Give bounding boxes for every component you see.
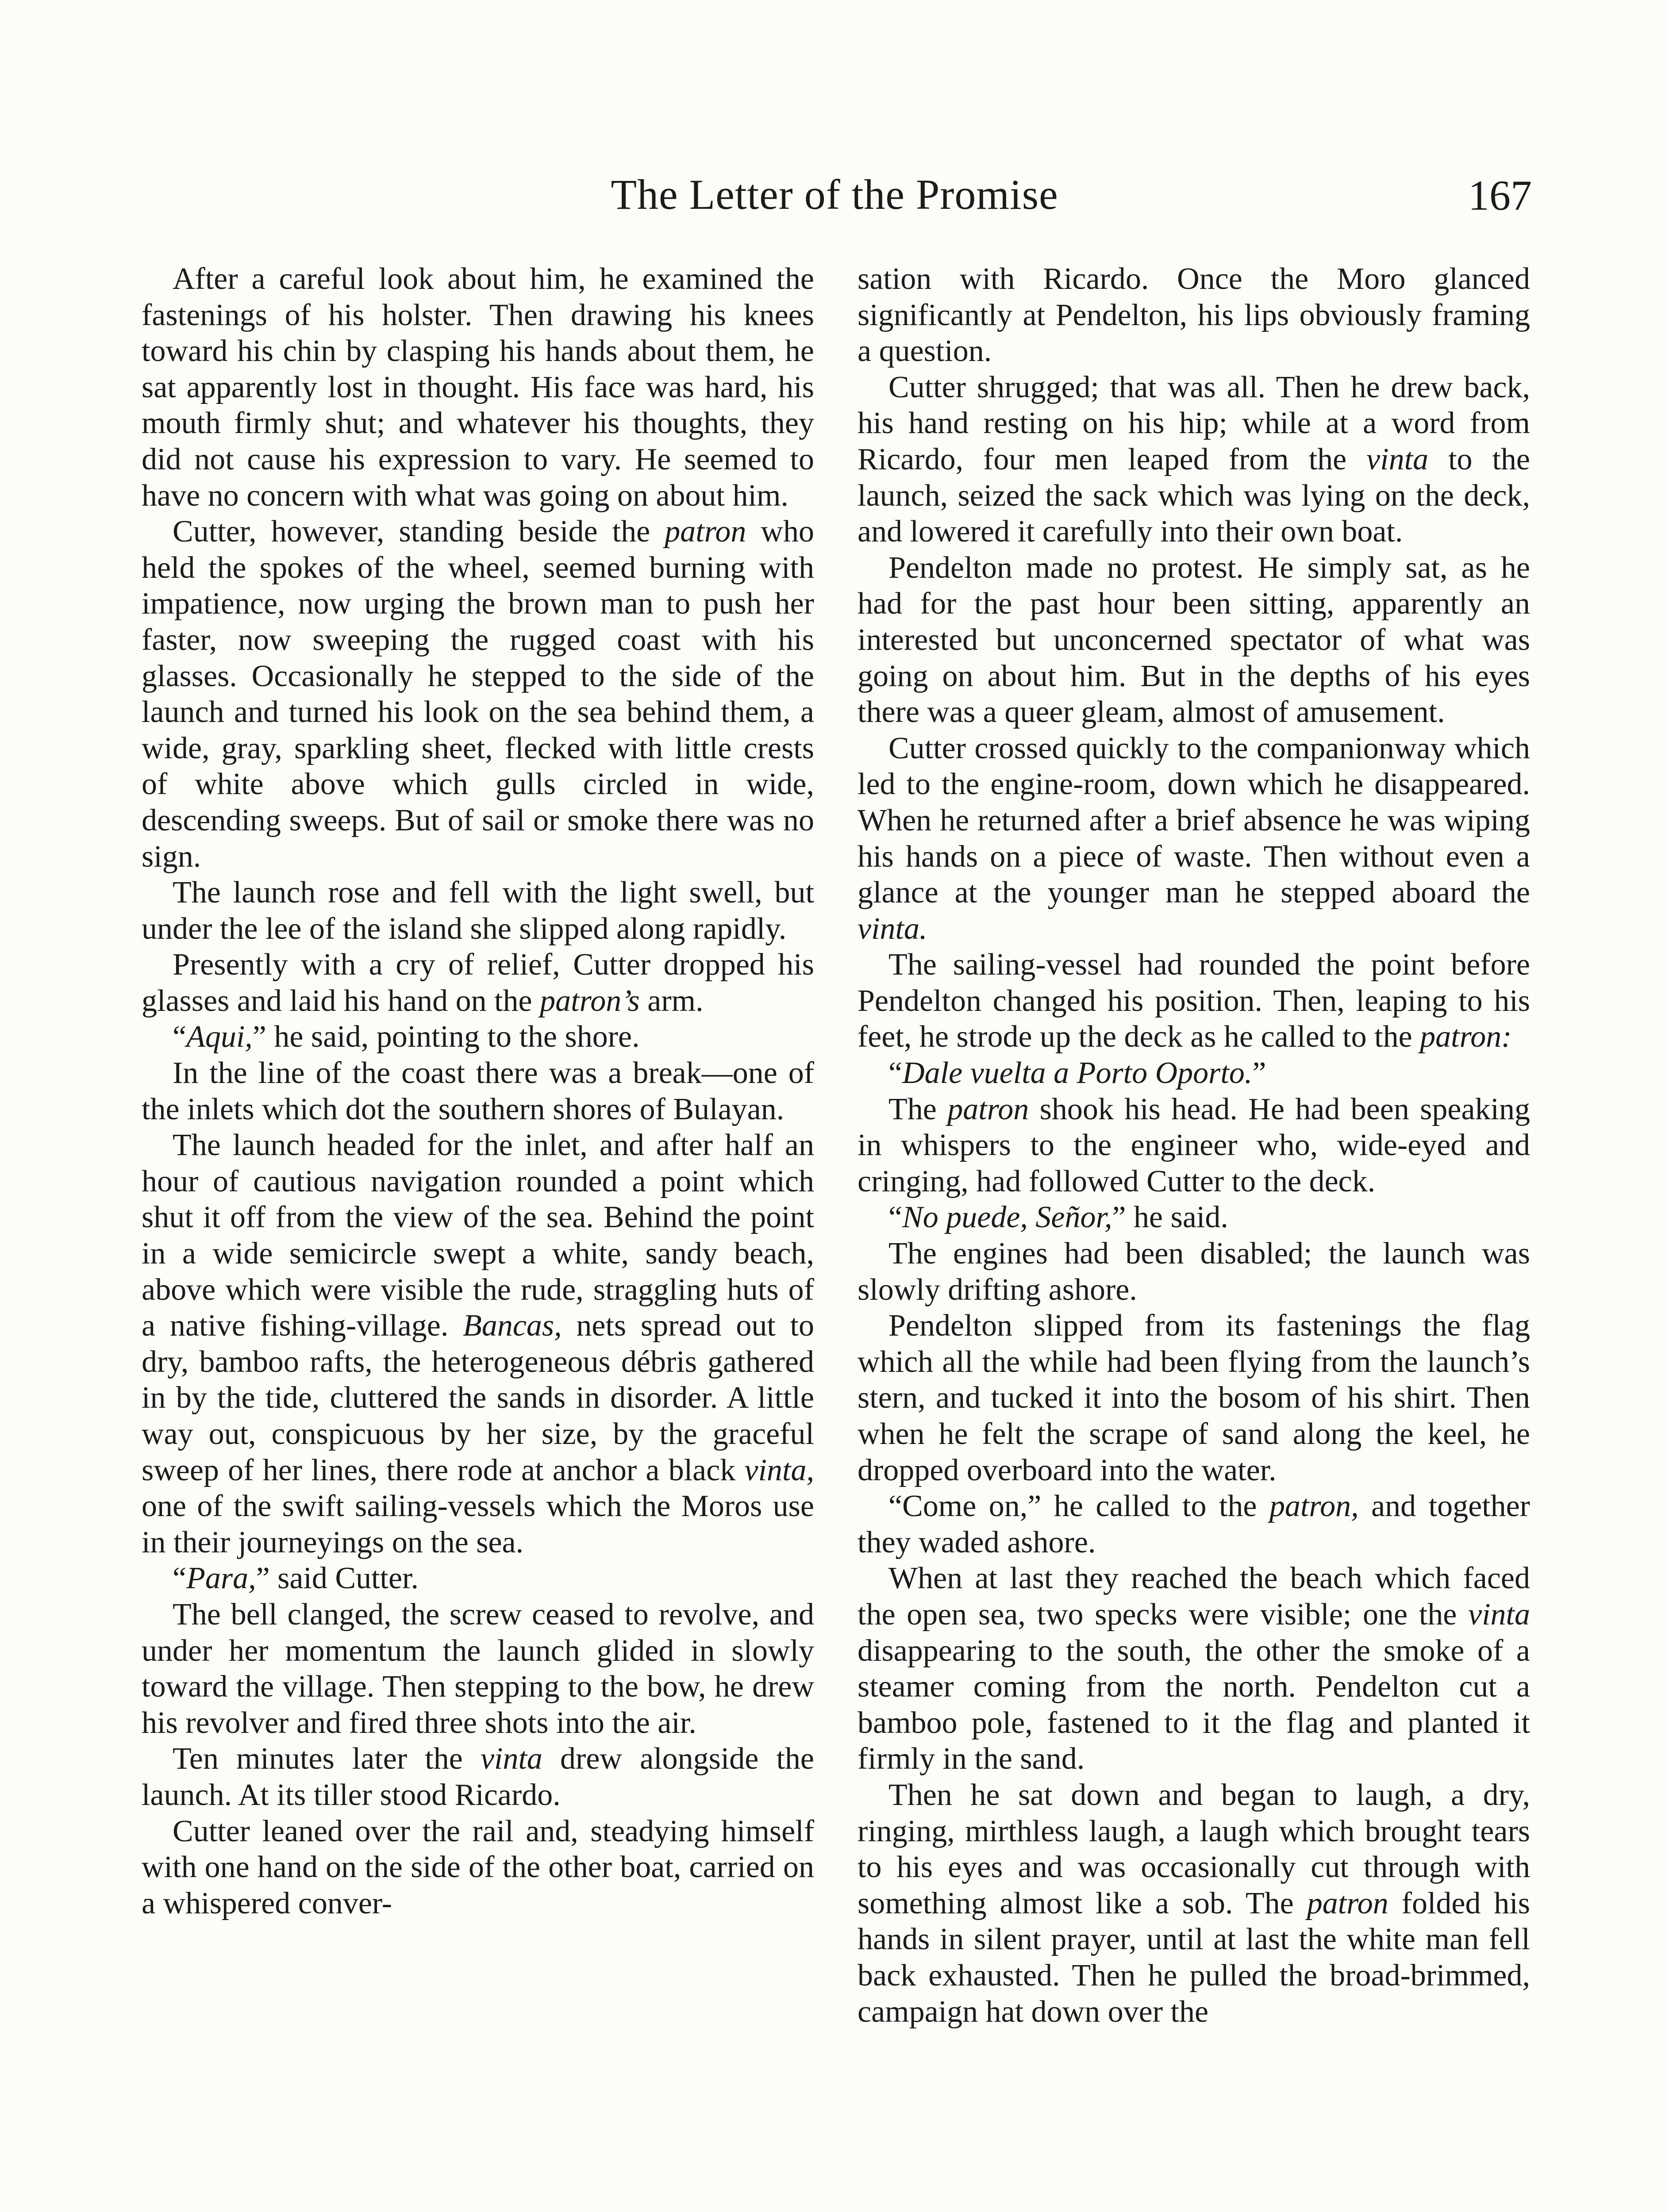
- text-run: Pendelton slipped from its fastenings the flag which all the while had been flying from the launch’s stern, and tucked it into the bosom of his shirt. Then when he felt the scrape of sand along the keel, he dropped overboard into the water.: [858, 1309, 1530, 1487]
- paragraph: [142, 1019, 814, 1055]
- text-run: to the launch, seized the sack which was lying on the deck, and lowered it carefully into their own boat.: [858, 442, 1530, 549]
- paragraph: [858, 1199, 1530, 1236]
- text-run: Pendelton made no protest. He simply sat, as he had for the past hour been sitting, apparently an interested but unconcerned spectator of what was going on about him. But in the depths of his eyes there was a queer gleam, almost of amusement.: [858, 550, 1530, 730]
- text-run: “: [173, 1020, 187, 1054]
- text-column-right: [858, 261, 1530, 2212]
- running-head-title: The Letter of the Promise: [611, 171, 1058, 218]
- text-run: “: [888, 1056, 903, 1091]
- italic-text: patron’s: [540, 983, 640, 1018]
- paragraph: [142, 261, 814, 514]
- italic-text: patron: [1307, 1886, 1388, 1920]
- text-run: Presently with a cry of relief, Cutter dropped his glasses and laid his hand on the: [142, 948, 814, 1018]
- italic-text: Bancas,: [463, 1309, 562, 1343]
- text-run: disappearing to the south, the other the smoke of a steamer coming from the north. Pendelton cut a bamboo pole, fastened to it the flag and planted it firmly in the sand.: [858, 1633, 1530, 1776]
- text-run: drew alongside the launch. At its tiller stood Ricardo.: [142, 1742, 814, 1812]
- paragraph: [858, 1236, 1530, 1308]
- italic-text: patron: [665, 515, 746, 549]
- paragraph: [142, 1560, 814, 1597]
- italic-text: Aqui,: [186, 1020, 253, 1054]
- paragraph: [858, 1777, 1530, 2030]
- text-run: The sailing-vessel had rounded the point before Pendelton changed his position. Then, leaping to his feet, he strode up the deck as he called to the: [858, 948, 1530, 1054]
- paragraph: [142, 1597, 814, 1741]
- text-run: After a careful look about him, he examined the fastenings of his holster. Then drawing his knees toward his chin by clasping his hands about them, he sat apparently lost in thought. His face was hard, his mouth firmly shut; and whatever his thoughts, they did not cause his expression to vary. He seemed to have no concern with what was going on about him.: [142, 262, 814, 513]
- text-run: Cutter leaned over the rail and, steadying himself with one hand on the side of the other boat, carried on a whispered conver-: [142, 1814, 814, 1920]
- paragraph: [858, 1091, 1530, 1200]
- text-run: The: [888, 1092, 948, 1126]
- italic-text: vinta.: [858, 911, 927, 946]
- text-run: who held the spokes of the wheel, seemed burning with impatience, now urging the brown man to push her faster, now sweeping the rugged coast with his glasses. Occasionally he stepped to the side of the launch and turned his look on the sea behind them, a wide, gray, sparkling sheet, flecked with little crests of white above which gulls circled in wide, descending sweeps. But of sail or smoke there was no sign.: [142, 515, 814, 874]
- paragraph: [858, 550, 1530, 730]
- text-run: ” he said, pointing to the shore.: [252, 1020, 640, 1054]
- text-run: The launch rose and fell with the light swell, but under the lee of the island she slipped along rapidly.: [142, 876, 814, 946]
- italic-text: Dale vuelta a Porto Oporto.: [902, 1056, 1253, 1091]
- italic-text: vinta: [1468, 1597, 1530, 1632]
- text-run: Cutter crossed quickly to the companionway which led to the engine-room, down which he disappeared. When he returned after a brief absence he was wiping his hands on a piece of waste. Then without even a glance at the younger man he stepped aboard the: [858, 731, 1530, 910]
- paragraph: [142, 1741, 814, 1813]
- paragraph: [858, 947, 1530, 1055]
- text-run: “: [173, 1561, 187, 1596]
- text-run: The engines had been disabled; the launch was slowly drifting ashore.: [858, 1237, 1530, 1307]
- text-run: When at last they reached the beach which faced the open sea, two specks were visible; one the: [858, 1561, 1530, 1632]
- italic-text: vinta: [1366, 442, 1429, 476]
- paragraph: [858, 1488, 1530, 1560]
- text-run: shook his head. He had been speaking in whispers to the engineer who, wide-eyed and cringing, had followed Cutter to the deck.: [858, 1092, 1530, 1198]
- text-run: “Come on,” he called to the: [888, 1489, 1269, 1524]
- text-run: folded his hands in silent prayer, until at last the white man fell back exhausted. Then he pulled the broad-brimmed, campaign hat down over the: [858, 1886, 1530, 2029]
- italic-text: No puede, Señor,: [902, 1200, 1112, 1235]
- paragraph: [858, 1308, 1530, 1488]
- paragraph: [858, 1055, 1530, 1091]
- paragraph: [858, 1560, 1530, 1777]
- text-run: ” he said.: [1112, 1200, 1228, 1235]
- paragraph: [858, 369, 1530, 550]
- text-run: one of the swift sailing-vessels which the Moros use in their journeyings on the sea.: [142, 1489, 814, 1559]
- italic-text: patron:: [1420, 1020, 1512, 1054]
- paragraph: [142, 1055, 814, 1127]
- text-run: Cutter shrugged; that was all. Then he drew back, his hand resting on his hip; while at a word from Ricardo, four men leaped from the: [858, 370, 1530, 476]
- paragraph: [858, 261, 1530, 369]
- text-run: The bell clanged, the screw ceased to revolve, and under her momentum the launch glided in slowly toward the village. Then stepping to the bow, he drew his revolver and fired three shots into the air.: [142, 1597, 814, 1740]
- text-run: sation with Ricardo. Once the Moro glanced significantly at Pendelton, his lips obviously framing a question.: [858, 262, 1530, 369]
- text-run: Then he sat down and began to laugh, a dry, ringing, mirthless laugh, a laugh which brought tears to his eyes and was occasionally cut through with something almost like a sob. The: [858, 1778, 1530, 1920]
- paragraph: [142, 1127, 814, 1560]
- italic-text: vinta: [480, 1742, 542, 1776]
- text-run: Cutter, however, standing beside the: [173, 515, 665, 549]
- text-run: ” said Cutter.: [256, 1561, 419, 1596]
- italic-text: Para,: [186, 1561, 256, 1596]
- paragraph: [142, 875, 814, 947]
- text-run: and together they waded ashore.: [858, 1489, 1530, 1559]
- italic-text: patron: [947, 1092, 1029, 1126]
- paragraph: [142, 1813, 814, 1922]
- text-column-left: [142, 261, 814, 2212]
- text-run: Ten minutes later the: [173, 1742, 481, 1776]
- page-number: 167: [1468, 172, 1532, 219]
- text-run: ”: [1252, 1056, 1266, 1091]
- text-run: nets spread out to dry, bamboo rafts, the heterogeneous débris gathered in by the tide, cluttered the sands in disorder. A little way out, conspicuous by her size, by the graceful sweep of her lines, there rode at anchor a black: [142, 1309, 814, 1487]
- text-run: The launch headed for the inlet, and after half an hour of cautious navigation rounded a point which shut it off from the view of the sea. Behind the point in a wide semicircle swept a white, sandy beach, above which were visible the rude, straggling huts of a native fishing-village.: [142, 1128, 814, 1343]
- paragraph: [858, 730, 1530, 947]
- paragraph: [142, 947, 814, 1019]
- italic-text: vinta,: [744, 1453, 814, 1487]
- text-run: “: [888, 1200, 903, 1235]
- text-run: In the line of the coast there was a break—one of the inlets which dot the southern shores of Bulayan.: [142, 1056, 814, 1126]
- italic-text: patron,: [1269, 1489, 1359, 1524]
- text-run: arm.: [639, 983, 704, 1018]
- paragraph: [142, 514, 814, 875]
